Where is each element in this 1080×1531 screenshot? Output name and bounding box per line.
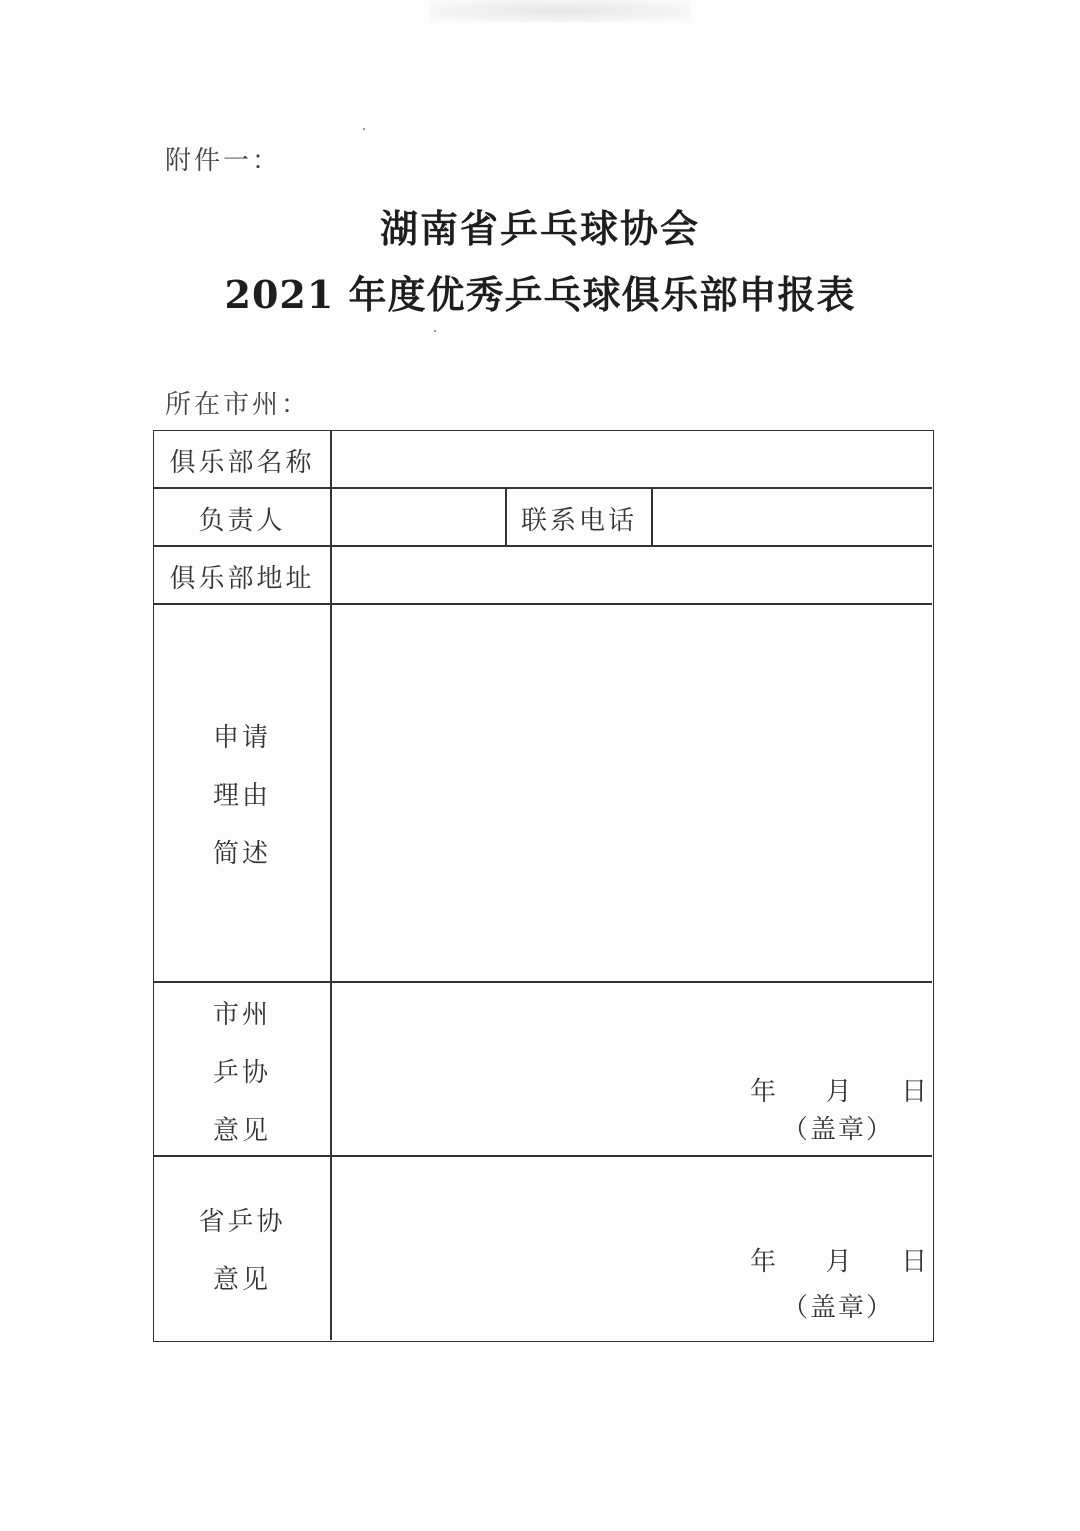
reason-label-line: 申请 bbox=[212, 723, 271, 753]
phone-field[interactable] bbox=[653, 489, 932, 544]
city-opinion-label bbox=[154, 986, 330, 1160]
title-association: 湖南省乒乓球协会 bbox=[379, 206, 700, 251]
address-label: 俱乐部地址 bbox=[169, 564, 315, 594]
province-opinion-label-line: 省乒协 bbox=[198, 1207, 286, 1237]
reason-field[interactable] bbox=[332, 605, 932, 980]
city-opinion-label-line: 意见 bbox=[212, 1116, 271, 1146]
scan-shadow bbox=[430, 0, 690, 22]
scan-speck bbox=[363, 128, 365, 130]
title-form: 2021 年度优秀乒乓球俱乐部申报表 bbox=[224, 272, 856, 317]
province-opinion-label bbox=[154, 1193, 330, 1309]
leader-field[interactable] bbox=[332, 489, 504, 544]
city-opinion-label-line: 市州 bbox=[212, 1000, 271, 1030]
city-opinion-seal: （盖章） bbox=[782, 1115, 895, 1145]
province-opinion-seal: （盖章） bbox=[782, 1293, 895, 1323]
club-name-label: 俱乐部名称 bbox=[169, 448, 315, 478]
address-field[interactable] bbox=[332, 547, 932, 602]
reason-label bbox=[154, 709, 330, 883]
club-name-field[interactable] bbox=[332, 431, 932, 486]
reason-label-line: 简述 bbox=[212, 839, 271, 869]
city-opinion-label-line: 乒协 bbox=[212, 1058, 271, 1088]
phone-label: 联系电话 bbox=[520, 506, 637, 536]
reason-label-line: 理由 bbox=[212, 781, 271, 811]
attachment-label: 附件一： bbox=[165, 146, 282, 176]
city-label: 所在市州： bbox=[165, 390, 311, 420]
application-form-table bbox=[153, 430, 934, 1342]
leader-label: 负责人 bbox=[198, 506, 286, 536]
province-opinion-label-line: 意见 bbox=[212, 1265, 271, 1295]
city-opinion-date: 年 月 日 bbox=[750, 1077, 928, 1107]
scan-speck bbox=[434, 330, 436, 332]
province-opinion-date: 年 月 日 bbox=[750, 1247, 928, 1277]
